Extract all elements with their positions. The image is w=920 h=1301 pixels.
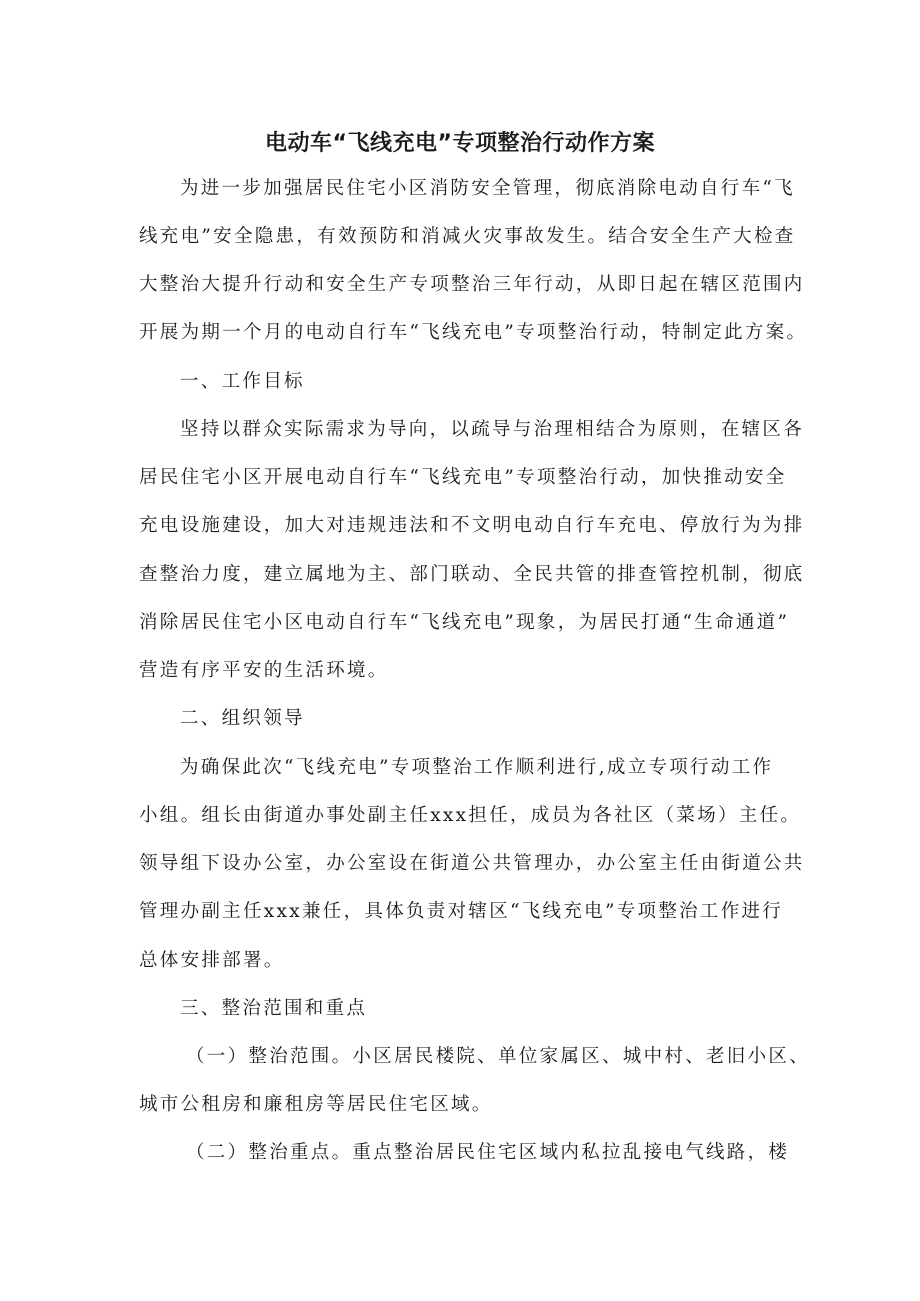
paragraph-line: 营造有序平安的生活环境。 xyxy=(139,660,389,681)
paragraph-line: 为确保此次“飞线充电”专项整治工作顺利进行,成立专项行动工作 xyxy=(180,757,774,778)
paragraph-line: 开展为期一个月的电动自行车“飞线充电”专项整治行动，特制定此方案。 xyxy=(139,322,808,343)
document-title: 电动车“飞线充电”专项整治行动作方案 xyxy=(265,131,655,156)
paragraph-line: 城市公租房和廉租房等居民住宅区域。 xyxy=(139,1094,493,1115)
paragraph-line: （二）整治重点。重点整治居民住宅区域内私拉乱接电气线路，楼 xyxy=(186,1142,790,1163)
section-heading: 一、工作目标 xyxy=(180,371,305,392)
paragraph-line: 查整治力度，建立属地为主、部门联动、全民共管的排查管控机制，彻底 xyxy=(139,564,805,585)
paragraph-line: 小组。组长由街道办事处副主任xxx担任，成员为各社区（菜场）主任。 xyxy=(139,805,802,826)
paragraph-line: 居民住宅小区开展电动自行车“飞线充电”专项整治行动，加快推动安全 xyxy=(139,467,787,488)
paragraph-line: 领导组下设办公室，办公室设在街道公共管理办，办公室主任由街道公共 xyxy=(139,853,805,874)
paragraph-line: （一）整治范围。小区居民楼院、单位家属区、城中村、老旧小区、 xyxy=(186,1046,811,1067)
paragraph-line: 消除居民住宅小区电动自行车“飞线充电”现象，为居民打通“生命通道” xyxy=(139,612,790,633)
paragraph-line: 总体安排部署。 xyxy=(139,950,285,971)
paragraph-line: 线充电”安全隐患，有效预防和消减火灾事故发生。结合安全生产大检查 xyxy=(139,226,796,247)
paragraph-line: 为进一步加强居民住宅小区消防安全管理，彻底消除电动自行车“飞 xyxy=(180,178,795,199)
paragraph-line: 坚持以群众实际需求为导向，以疏导与治理相结合为原则，在辖区各 xyxy=(180,419,805,440)
paragraph-line: 充电设施建设，加大对违规违法和不文明电动自行车充电、停放行为为排 xyxy=(139,515,805,536)
section-heading: 三、整治范围和重点 xyxy=(180,998,368,1019)
paragraph-line: 管理办副主任xxx兼任，具体负责对辖区“飞线充电”专项整治工作进行 xyxy=(139,901,784,922)
section-heading: 二、组织领导 xyxy=(180,708,305,729)
paragraph-line: 大整治大提升行动和安全生产专项整治三年行动，从即日起在辖区范围内 xyxy=(139,274,805,295)
